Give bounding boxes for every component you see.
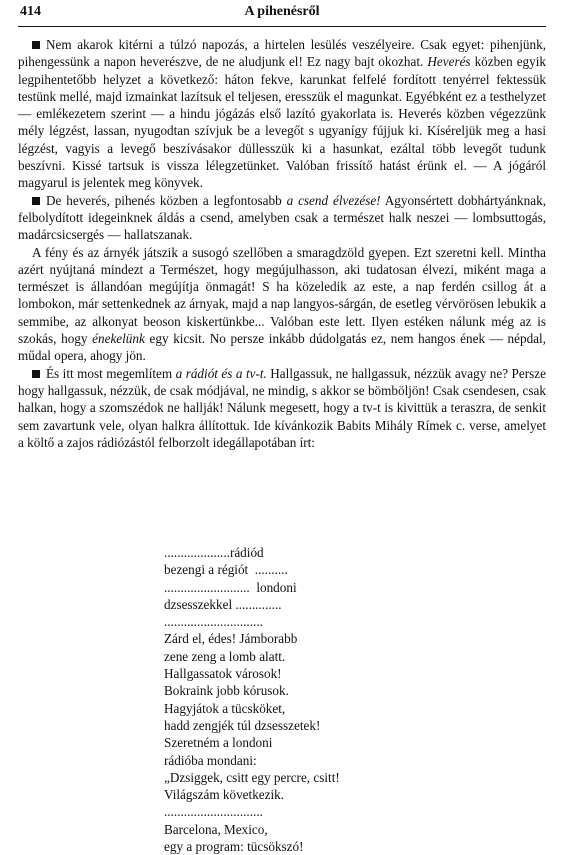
poem-line: Hallgassatok városok! — [164, 666, 282, 682]
poem-line: bezengi a régiót .......... — [164, 562, 288, 578]
paragraph-text: De heverés, pihenés közben a legfontosabb — [46, 192, 287, 208]
poem-line: .......................... londoni — [164, 579, 297, 595]
paragraph-text: Agyonsértett dobhártyánknak, felbolydított idegeinknek áldás a csend, amelyben csak a természet halk neszei — lombsuttogás, madárcsicsergés — hallatszanak. — [18, 192, 546, 243]
poem-line: zene zeng a lomb alatt. — [164, 648, 286, 664]
emphasis-text: a rádiót és a tv-t. — [175, 365, 267, 381]
poem-line: .............................. — [164, 614, 263, 630]
paragraph-text: Hallgassuk, ne hallgassuk, nézzük avagy ne? Persze hogy hallgassuk, nézzük, de csak módjával, ne mindig, s akkor se bömböljön! Csak csendesen, csak halkan, hogy a szomszédok ne hallják! Nálunk megesett, hogy a tv-t is kivittük a teraszra, de senkit sem zavartunk vele, olyan halkra állítottuk. Ide kívánkozik Babits Mihály Rímek c. verse, amelyet a költő a zajos rádiózástól felborzolt idegállapotában írt: — [18, 365, 546, 450]
poem-line: hadd zengjék túl dzsesszetek! — [164, 717, 321, 733]
emphasis-text: Heverés — [427, 54, 471, 70]
square-bullet-icon — [32, 370, 40, 378]
paragraph — [18, 192, 546, 244]
running-title: A pihenésről — [244, 4, 320, 19]
body-text — [18, 36, 546, 451]
poem-line: Világszám következik. — [164, 787, 285, 803]
paragraph — [18, 365, 546, 451]
paragraph-text: És itt most megemlítem — [46, 365, 176, 381]
square-bullet-icon — [32, 41, 40, 49]
poem-line: Bokraink jobb kórusok. — [164, 683, 289, 699]
poem-line: ....................rádiód — [164, 545, 264, 560]
poem-line: dzsesszekkel .............. — [164, 596, 282, 612]
paragraph-text: egy kicsit. No persze inkább dúdolgatás ez, nem hangos ének — népdal, műdal opera, ahogy jön. — [18, 331, 546, 364]
page-header — [20, 4, 544, 26]
emphasis-text: a csend élvezése! — [286, 192, 381, 208]
paragraph-text: Nem akarok kitérni a túlzó napozás, a hirtelen lesülés veszélyeire. Csak egyet: pihenjünk, pihengessünk a napon heverészve, de ne aludjunk el! Ez nagy bajt okozhat. — [18, 37, 546, 70]
poem-line: egy a program: tücsökszó! — [164, 839, 304, 855]
paragraph — [18, 244, 546, 365]
poem-line: .............................. — [164, 804, 263, 820]
page-number: 414 — [20, 4, 41, 19]
poem-line: Zárd el, édes! Jámborabb — [164, 631, 298, 647]
poem-line: rádióba mondani: — [164, 752, 257, 768]
paragraph — [18, 36, 546, 192]
poem-line: Barcelona, Mexico, — [164, 821, 268, 837]
paragraph-text: közben egyik legpihentetőbb helyzet a következő: háton fekve, karunkat felfelé fordított tenyérrel fektessük testünk mellé, majd izmainkat lazítsuk el teljesen, eresszük el magunkat. Egyébként ez a testhelyzet — emlékezetem szerint — a hindu jógázás első lazító gyakorlata is. Heverés közben végezzünk mély légzést, lassan, nyugodtan szívjuk be a levegőt s ugyanígy fújjuk ki. Kíséreljük meg a hasi légzést, vagyis a levegő beszívásakor düllesszük ki a hasunkat, ezáltal több levegőt tudunk beszívni. Kissé tartsuk is vissza lélegzetünket. Valóban frissítő hatást érünk el. — A jógáról magyarul is jelentek meg könyvek. — [18, 54, 546, 191]
emphasis-text: énekelünk — [92, 331, 145, 347]
poem-line: Hagyjátok a tücsköket, — [164, 700, 286, 716]
poem — [164, 544, 340, 855]
header-rule — [18, 26, 546, 27]
paragraph-text: A fény és az árnyék játszik a susogó szellőben a smaragdzöld gyepen. Ezt szeretni kell. Mintha azért nyújtaná mindezt a Természet, hogy megújulhasson, aki tudatosan élvezi, miként maga a természet is állandóan megújítja önmagát! S ha közeledik az este, a nap ferdén csillog át a lombokon, már settenkednek az árnyak, majd a nap langyos-sárgán, de esetleg vérvörösen lebukik a semmibe, az alkonyat beoson kiskertünkbe... Valóban este lett. Ilyen estéken nálunk még az is szokás, hogy — [18, 244, 546, 347]
poem-line: Szeretném a londoni — [164, 735, 273, 751]
poem-line: „Dzsiggek, csitt egy percre, csitt! — [164, 769, 340, 785]
square-bullet-icon — [32, 197, 40, 205]
